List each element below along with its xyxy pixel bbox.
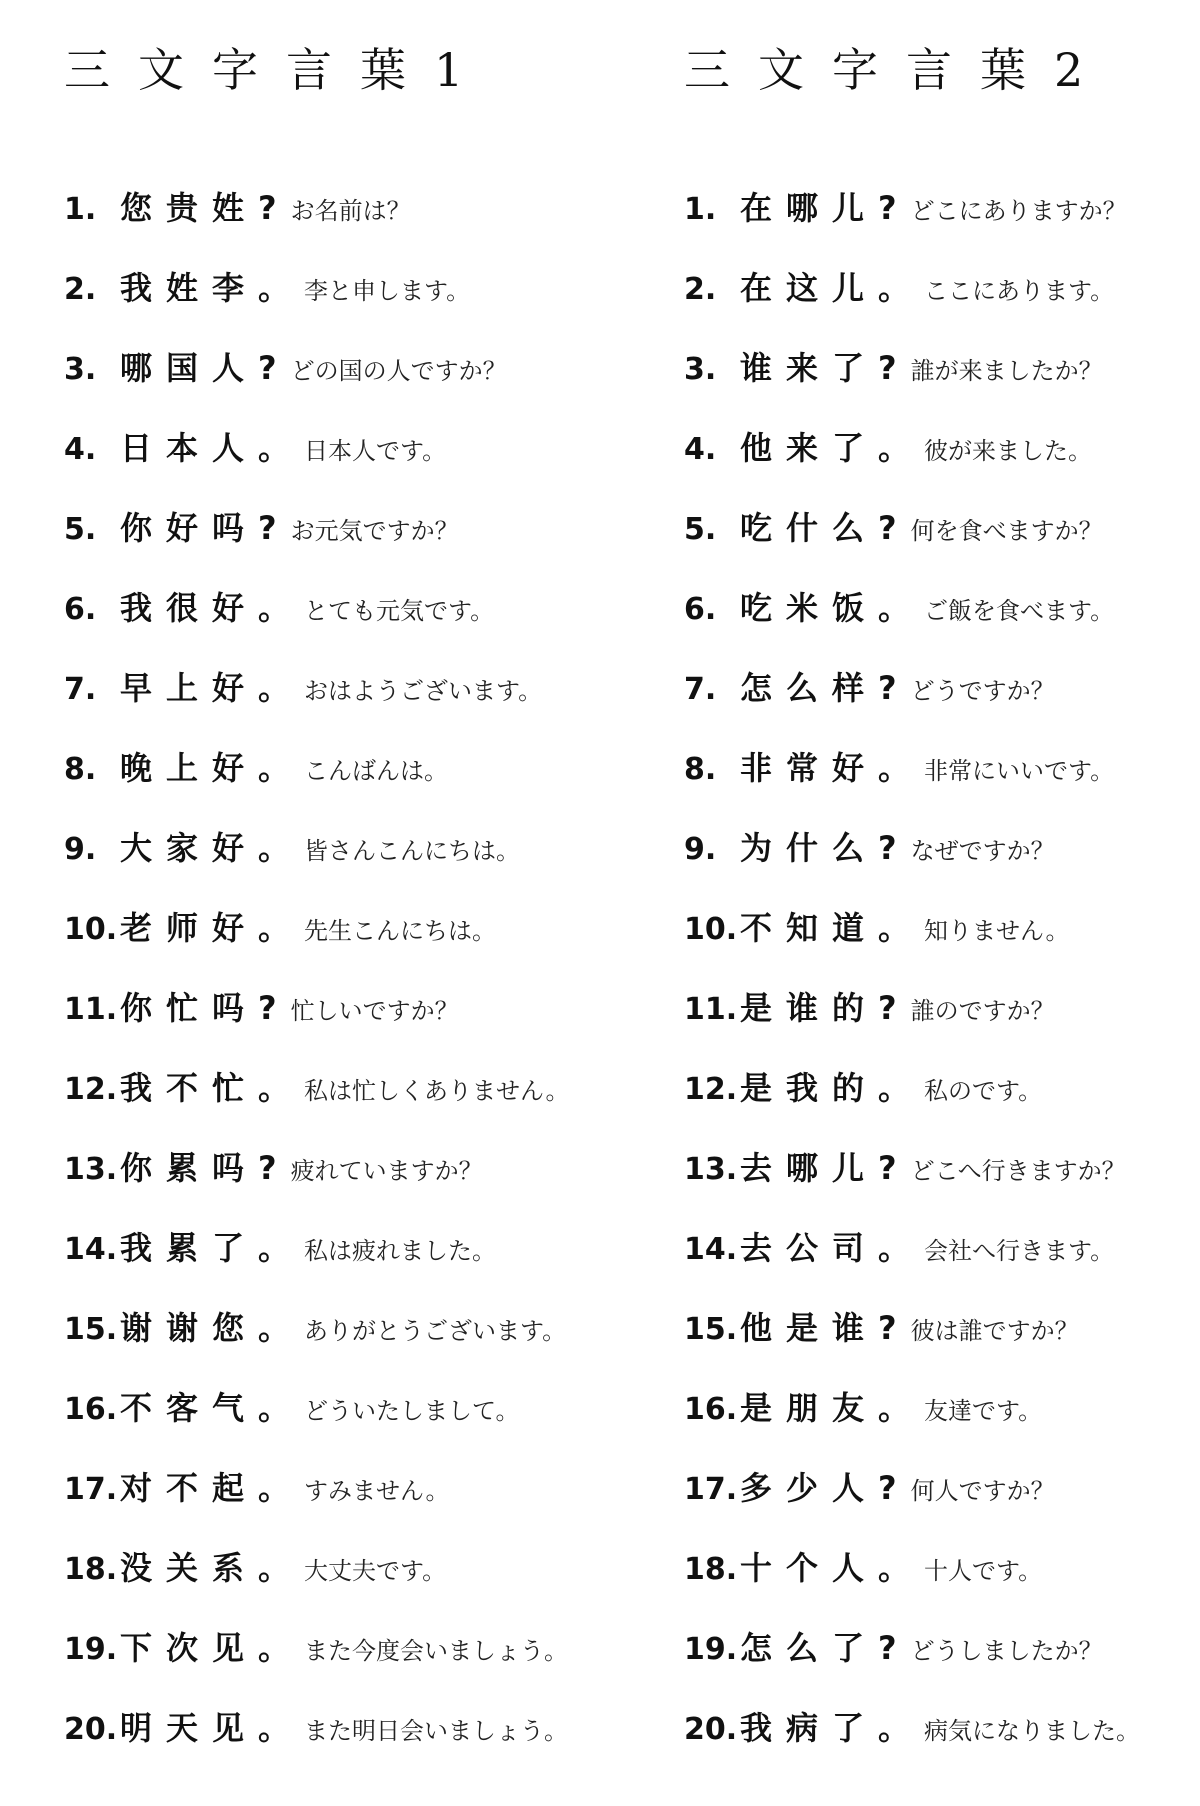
chinese-phrase: 我不忙。 [120, 1069, 305, 1107]
entry-number: 9. [64, 832, 97, 867]
entry-number: 12. [684, 1072, 738, 1107]
list-item [64, 264, 624, 344]
list-item [64, 184, 624, 264]
chinese-phrase: 吃什么? [740, 509, 911, 547]
entry-number: 13. [684, 1152, 738, 1187]
chinese-phrase: 谢谢您。 [120, 1309, 305, 1347]
chinese-phrase: 我姓李。 [120, 269, 305, 307]
chinese-phrase: 你忙吗? [120, 989, 291, 1027]
japanese-translation: 忙しいですか？ [290, 997, 459, 1025]
list-item [684, 424, 1200, 504]
column-right [684, 0, 1200, 1806]
list-item [64, 1624, 624, 1704]
japanese-translation: どの国の人ですか？ [290, 357, 507, 385]
list-item [64, 1144, 624, 1224]
list-item [684, 1544, 1200, 1624]
chinese-phrase: 大家好。 [120, 829, 305, 867]
chinese-phrase: 对不起。 [120, 1469, 305, 1507]
list-item [684, 1464, 1200, 1544]
list-item [684, 1384, 1200, 1464]
entry-list [684, 184, 1200, 1784]
column-title: 三文字言葉2 [684, 43, 1112, 97]
entry-number: 17. [64, 1472, 118, 1507]
list-item [64, 504, 624, 584]
list-item [684, 1624, 1200, 1704]
list-item [64, 1544, 624, 1624]
japanese-translation: どこにありますか？ [910, 197, 1127, 225]
entry-number: 20. [684, 1712, 738, 1747]
chinese-phrase: 吃米饭。 [740, 589, 925, 627]
entry-number: 7. [64, 672, 97, 707]
chinese-phrase: 是谁的? [740, 989, 911, 1027]
entry-number: 7. [684, 672, 717, 707]
entry-number: 16. [684, 1392, 738, 1427]
japanese-translation: 誰のですか？ [910, 997, 1055, 1025]
list-item [684, 904, 1200, 984]
entry-number: 11. [64, 992, 118, 1027]
entry-number: 10. [684, 912, 738, 947]
list-item [684, 664, 1200, 744]
japanese-translation: 彼は誰ですか？ [910, 1317, 1079, 1345]
entry-number: 1. [684, 192, 717, 227]
list-item [64, 344, 624, 424]
chinese-phrase: 是朋友。 [740, 1389, 925, 1427]
japanese-translation: すみません。 [304, 1477, 450, 1505]
chinese-phrase: 多少人? [740, 1469, 911, 1507]
chinese-phrase: 他来了。 [740, 429, 925, 467]
entry-number: 6. [684, 592, 717, 627]
chinese-phrase: 日本人。 [120, 429, 305, 467]
chinese-phrase: 在这儿。 [740, 269, 925, 307]
list-item [64, 584, 624, 664]
japanese-translation: 十人です。 [924, 1557, 1043, 1585]
list-item [64, 1224, 624, 1304]
japanese-translation: 何人ですか？ [910, 1477, 1055, 1505]
list-item [64, 904, 624, 984]
japanese-translation: 疲れていますか？ [290, 1157, 483, 1185]
japanese-translation: 会社へ行きます。 [924, 1237, 1115, 1265]
list-item [684, 584, 1200, 664]
list-item [64, 1384, 624, 1464]
list-item [684, 264, 1200, 344]
chinese-phrase: 明天见。 [120, 1709, 305, 1747]
japanese-translation: 病気になりました。 [924, 1717, 1141, 1745]
chinese-phrase: 去公司。 [740, 1229, 925, 1267]
japanese-translation: こんばんは。 [304, 757, 449, 785]
japanese-translation: お元気ですか？ [290, 517, 459, 545]
chinese-phrase: 非常好。 [740, 749, 925, 787]
japanese-translation: なぜですか？ [910, 837, 1055, 865]
chinese-phrase: 十个人。 [740, 1549, 925, 1587]
chinese-phrase: 你累吗? [120, 1149, 291, 1187]
entry-number: 18. [64, 1552, 118, 1587]
list-item [684, 1064, 1200, 1144]
entry-number: 2. [64, 272, 97, 307]
japanese-translation: 非常にいいです。 [924, 757, 1115, 785]
entry-number: 16. [64, 1392, 118, 1427]
japanese-translation: どこへ行きますか？ [910, 1157, 1126, 1185]
entry-number: 15. [64, 1312, 118, 1347]
list-item [684, 744, 1200, 824]
japanese-translation: お名前は？ [290, 197, 411, 225]
list-item [684, 184, 1200, 264]
list-item [64, 744, 624, 824]
list-item [64, 984, 624, 1064]
list-item [64, 1464, 624, 1544]
list-item [684, 1704, 1200, 1784]
list-item [64, 424, 624, 504]
chinese-phrase: 哪国人? [120, 349, 291, 387]
japanese-translation: 何を食べますか？ [910, 517, 1103, 545]
chinese-phrase: 谁来了? [740, 349, 911, 387]
japanese-translation: また今度会いましょう。 [304, 1637, 569, 1665]
entry-number: 9. [684, 832, 717, 867]
entry-number: 5. [64, 512, 97, 547]
chinese-phrase: 下次见。 [120, 1629, 305, 1667]
chinese-phrase: 不客气。 [120, 1389, 305, 1427]
japanese-translation: 李と申します。 [304, 277, 471, 305]
chinese-phrase: 晚上好。 [120, 749, 305, 787]
list-item [684, 1224, 1200, 1304]
column-title: 三文字言葉1 [64, 43, 492, 97]
list-item [64, 1304, 624, 1384]
chinese-phrase: 在哪儿? [740, 189, 911, 227]
chinese-phrase: 怎么样? [740, 669, 911, 707]
entry-number: 14. [684, 1232, 738, 1267]
entry-number: 19. [684, 1632, 738, 1667]
japanese-translation: どうしましたか？ [910, 1637, 1103, 1665]
japanese-translation: 皆さんこんにちは。 [304, 837, 521, 865]
list-item [684, 984, 1200, 1064]
entry-number: 8. [64, 752, 97, 787]
japanese-translation: ありがとうございます。 [304, 1317, 567, 1345]
entry-list [64, 184, 624, 1784]
entry-number: 10. [64, 912, 118, 947]
entry-number: 6. [64, 592, 97, 627]
chinese-phrase: 我病了。 [740, 1709, 925, 1747]
list-item [684, 1144, 1200, 1224]
column-left [64, 0, 624, 1806]
japanese-translation: 大丈夫です。 [304, 1557, 447, 1585]
list-item [64, 824, 624, 904]
entry-number: 15. [684, 1312, 738, 1347]
japanese-translation: おはようございます。 [304, 677, 543, 705]
japanese-translation: ご飯を食べます。 [924, 597, 1115, 625]
entry-number: 2. [684, 272, 717, 307]
chinese-phrase: 您贵姓? [120, 189, 291, 227]
chinese-phrase: 你好吗? [120, 509, 291, 547]
entry-number: 8. [684, 752, 717, 787]
entry-number: 13. [64, 1152, 118, 1187]
list-item [684, 824, 1200, 904]
list-item [64, 1064, 624, 1144]
entry-number: 3. [64, 352, 97, 387]
japanese-translation: どうですか？ [910, 677, 1055, 705]
entry-number: 3. [684, 352, 717, 387]
chinese-phrase: 老师好。 [120, 909, 305, 947]
entry-number: 12. [64, 1072, 118, 1107]
japanese-translation: とても元気です。 [304, 597, 495, 625]
chinese-phrase: 他是谁? [740, 1309, 911, 1347]
chinese-phrase: 为什么? [740, 829, 911, 867]
japanese-translation: どういたしまして。 [304, 1397, 520, 1425]
list-item [684, 1304, 1200, 1384]
list-item [64, 664, 624, 744]
entry-number: 4. [684, 432, 717, 467]
chinese-phrase: 去哪儿? [740, 1149, 911, 1187]
chinese-phrase: 我很好。 [120, 589, 305, 627]
list-item [684, 504, 1200, 584]
japanese-translation: 日本人です。 [304, 437, 447, 465]
chinese-phrase: 是我的。 [740, 1069, 925, 1107]
japanese-translation: 知りません。 [924, 917, 1070, 945]
list-item [64, 1704, 624, 1784]
japanese-translation: また明日会いましょう。 [304, 1717, 569, 1745]
japanese-translation: 誰が来ましたか？ [910, 357, 1103, 385]
list-item [684, 344, 1200, 424]
japanese-translation: 私は忙しくありません。 [304, 1077, 570, 1105]
entry-number: 4. [64, 432, 97, 467]
chinese-phrase: 怎么了? [740, 1629, 911, 1667]
entry-number: 18. [684, 1552, 738, 1587]
entry-number: 20. [64, 1712, 118, 1747]
chinese-phrase: 我累了。 [120, 1229, 305, 1267]
chinese-phrase: 没关系。 [120, 1549, 305, 1587]
entry-number: 19. [64, 1632, 118, 1667]
chinese-phrase: 早上好。 [120, 669, 305, 707]
entry-number: 17. [684, 1472, 738, 1507]
japanese-translation: 私のです。 [924, 1077, 1043, 1105]
entry-number: 11. [684, 992, 738, 1027]
entry-number: 5. [684, 512, 717, 547]
japanese-translation: ここにあります。 [924, 277, 1115, 305]
japanese-translation: 彼が来ました。 [924, 437, 1093, 465]
entry-number: 14. [64, 1232, 118, 1267]
chinese-phrase: 不知道。 [740, 909, 925, 947]
japanese-translation: 先生こんにちは。 [304, 917, 497, 945]
entry-number: 1. [64, 192, 97, 227]
japanese-translation: 友達です。 [924, 1397, 1043, 1425]
japanese-translation: 私は疲れました。 [304, 1237, 497, 1265]
